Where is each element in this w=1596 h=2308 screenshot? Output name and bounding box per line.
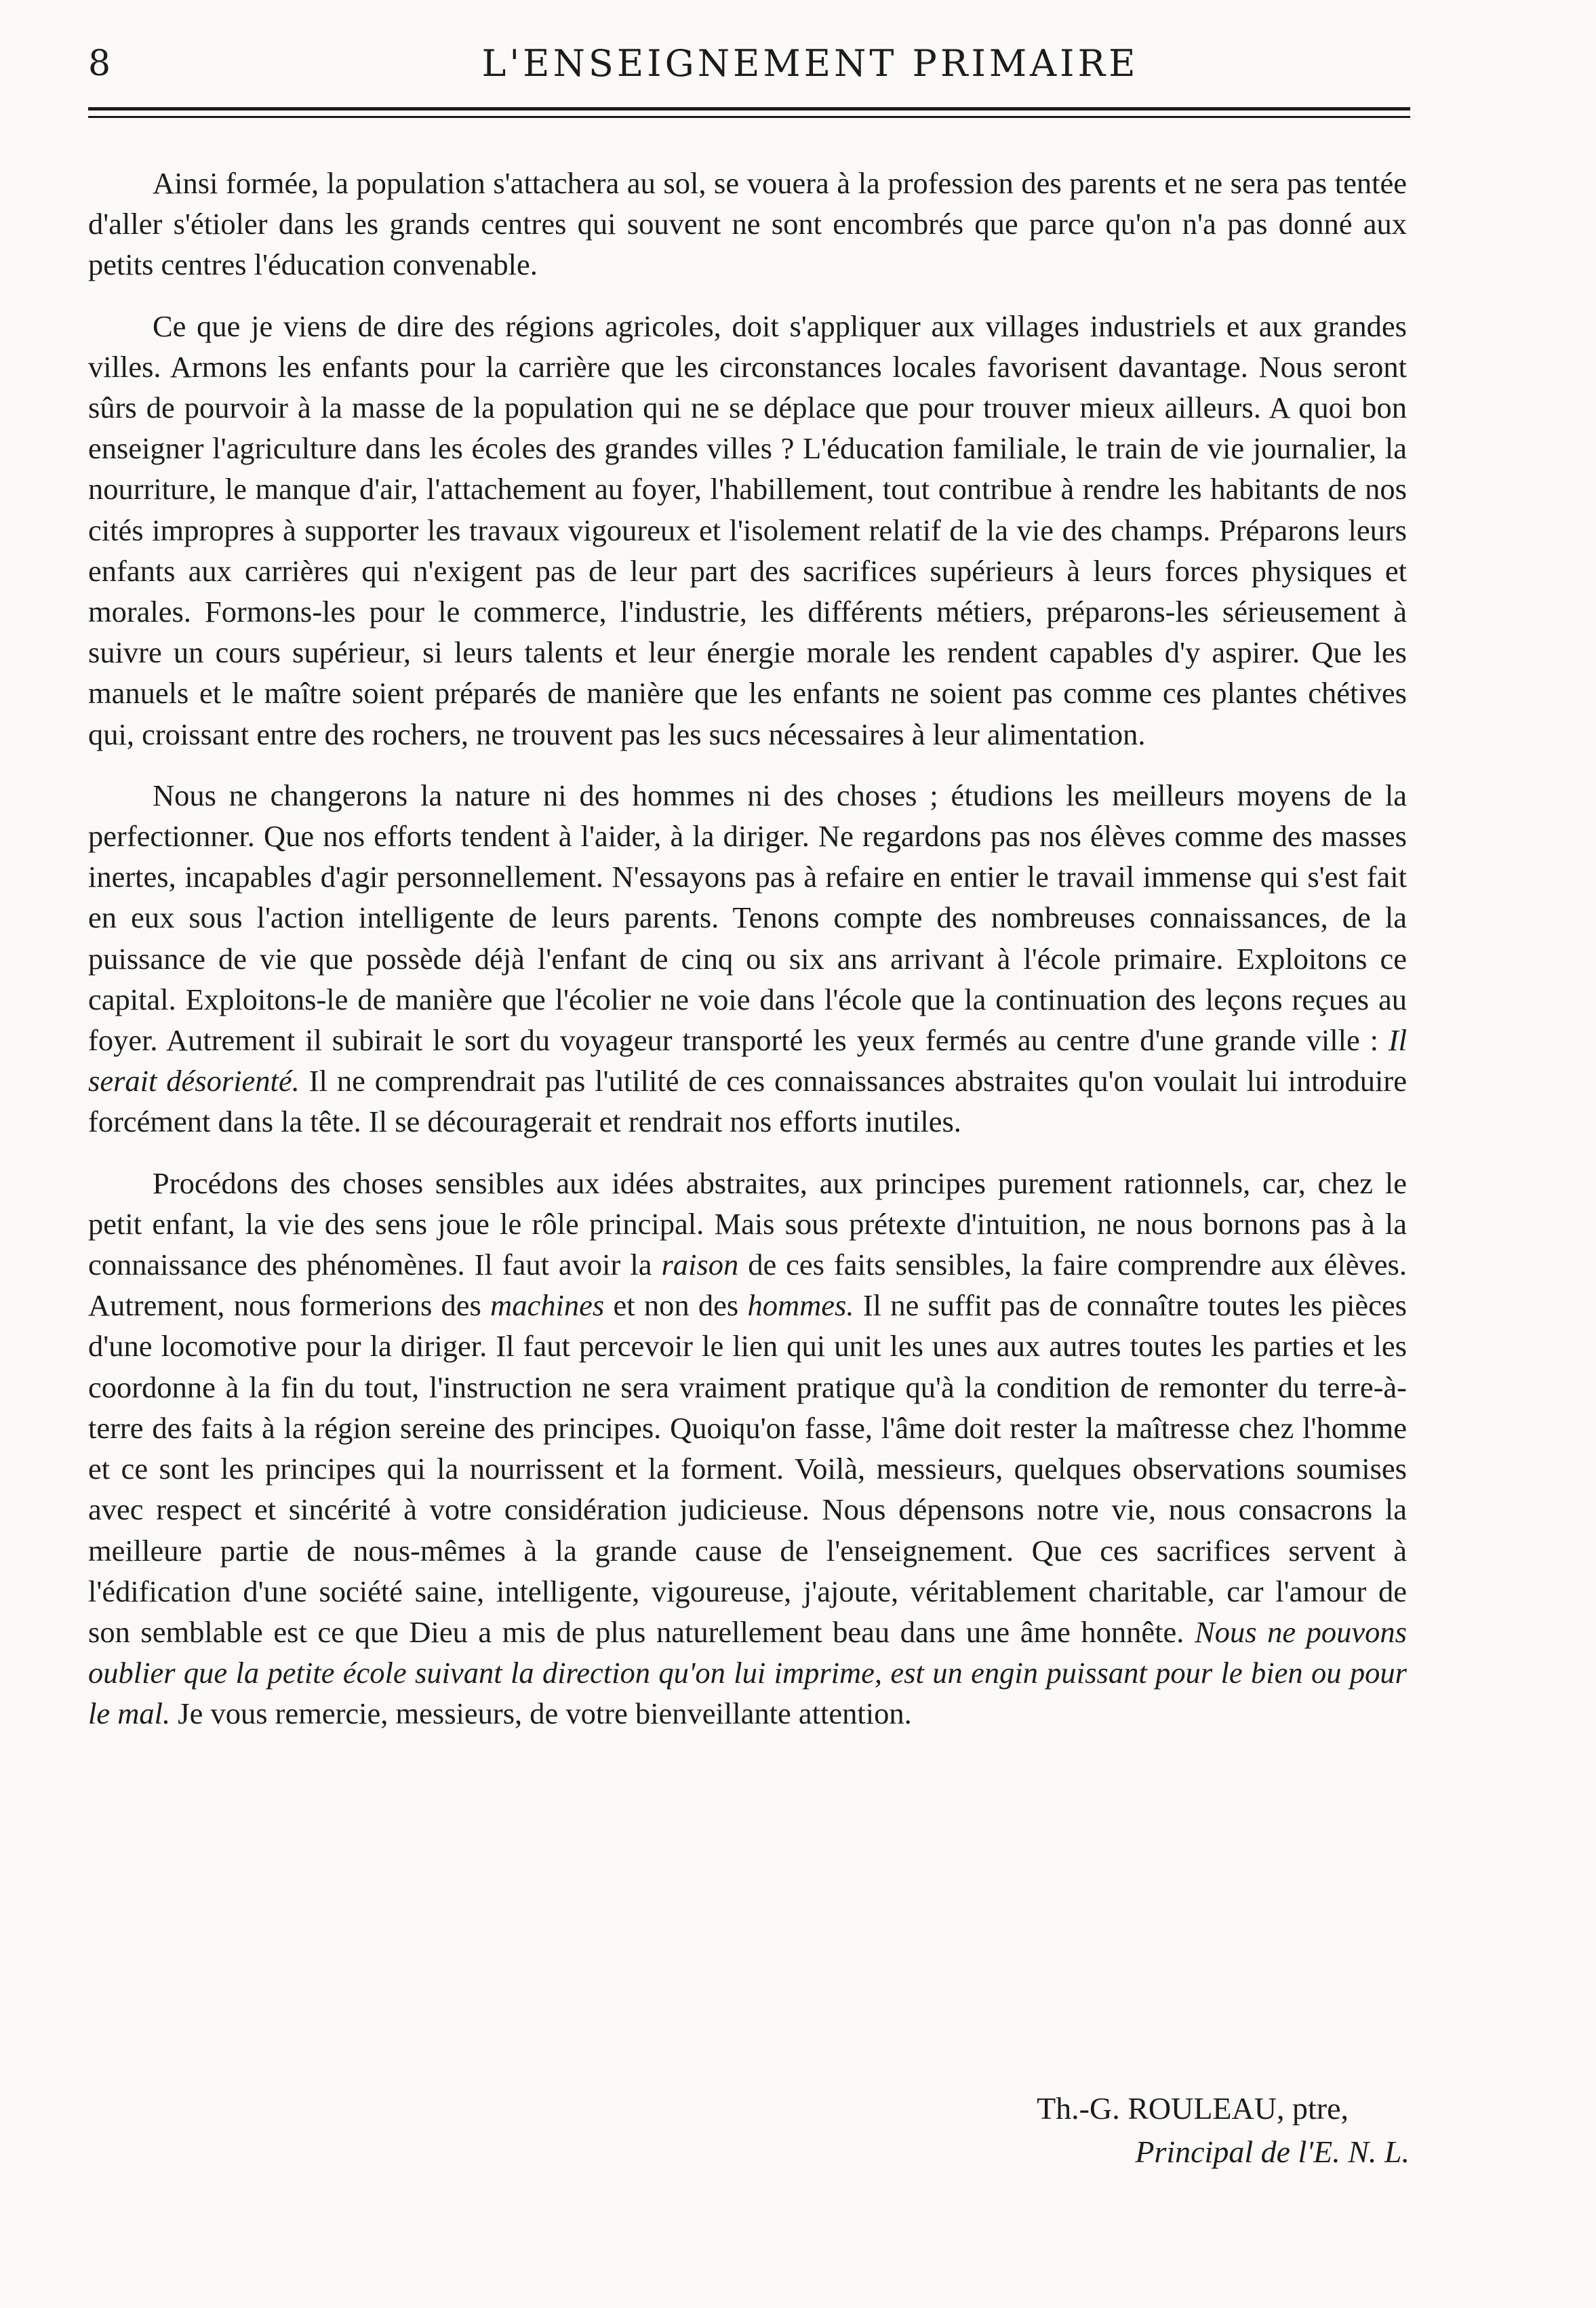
- signature-title: Principal de l'E. N. L.: [1135, 2134, 1410, 2169]
- article-body: [88, 163, 1407, 1755]
- text-run: Il ne suffit pas de connaître toutes les pièces d'une locomotive pour la diriger. Il faut percevoir le lien qui unit les unes aux autres toutes les parties et les coordonne à la fin du tout, l'instruction ne sera vraiment pratique qu'à la condition de remonter du terre-à-terre des faits à la région sereine des principes. Quoiqu'on fasse, l'âme doit rester la maîtresse chez l'homme et ce sont les principes qui la nourrissent et la forment. Voilà, messieurs, quelques observations soumises avec respect et sincérité à votre considération judicieuse. Nous dépensons notre vie, nous consacrons la meilleure partie de nous-mêmes à la grande cause de l'enseignement. Que ces sacrifices servent à l'édification d'une société saine, intelligente, vigoureuse, j'ajoute, véritablement charitable, car l'amour de son semblable est ce que Dieu a mis de plus naturellement beau dans une âme honnête.: [88, 1288, 1407, 1649]
- text-run: Procédons des choses sensibles aux idées abstraites, aux principes purement rationnels, car, chez le petit enfant, la vie des sens joue le rôle principal. Mais sous prétexte d'intuition, ne nous bornons pas à la connaissance des phénomènes. Il faut avoir la: [88, 1166, 1407, 1282]
- page-number: 8: [88, 43, 113, 84]
- text-run: Nous ne changerons la nature ni des hommes ni des choses ; étudions les meilleurs moyens de la perfectionner. Que nos efforts tendent à l'aider, à la diriger. Ne regardons pas nos élèves comme des masses inertes, incapables d'agir personnellement. N'essayons pas à refaire en entier le travail immense qui s'est fait en eux sous l'action intelligente de leurs parents. Tenons compte des nombreuses connaissances, de la puissance de vie que possède déjà l'enfant de cinq ou six ans arrivant à l'école primaire. Exploitons ce capital. Exploitons-le de manière que l'écolier ne voie dans l'école que la continuation des leçons reçues au foyer. Autrement il subirait le sort du voyageur transporté les yeux fermés au centre d'une grande ville :: [88, 778, 1407, 1058]
- page-header: [88, 35, 1410, 96]
- italic-run: hommes.: [747, 1288, 854, 1323]
- text-run: et non des: [604, 1288, 748, 1323]
- paragraph-4: [88, 1163, 1407, 1734]
- text-run: de ces faits sensibles, la faire comprendre aux élèves. Autrement, nous formerions des: [88, 1248, 1407, 1323]
- italic-run: raison: [661, 1248, 739, 1282]
- signature-name: Th.-G. ROULEAU, ptre,: [1037, 2091, 1349, 2126]
- italic-run: Il serait désorienté.: [88, 1023, 1407, 1098]
- running-title: L'ENSEIGNEMENT PRIMAIRE: [481, 42, 1139, 85]
- paragraph-3: [88, 775, 1407, 1142]
- signature-block: [732, 2087, 1410, 2174]
- text-run: Ce que je viens de dire des régions agricoles, doit s'appliquer aux villages industriels et aux grandes villes. Armons les enfants pour la carrière que les circonstances locales favorisent davantage. Nous seront sûrs de pourvoir à la masse de la population qui ne se déplace que pour trouver mieux ailleurs. A quoi bon enseigner l'agriculture dans les écoles des grandes villes ? L'éducation familiale, le train de vie journalier, la nourriture, le manque d'air, l'attachement au foyer, l'habillement, tout contribue à rendre les habitants de nos cités impropres à supporter les travaux vigoureux et l'isolement relatif de la vie des champs. Préparons leurs enfants aux carrières qui n'exigent pas de leur part des sacrifices supérieurs à leurs forces physiques et morales. Formons-les pour le commerce, l'industrie, les différents métiers, préparons-les sérieusement à suivre un cours supérieur, si leurs talents et leur énergie morale les rendent capables d'y aspirer. Que les manuels et le maître soient préparés de manière que les enfants ne soient pas comme ces plantes chétives qui, croissant entre des rochers, ne trouvent pas les sucs nécessaires à leur alimentation.: [88, 309, 1407, 751]
- text-run: Il ne comprendrait pas l'utilité de ces connaissances abstraites qu'on voulait lui introduire forcément dans la tête. Il se découragerait et rendrait nos efforts inutiles.: [88, 1064, 1407, 1139]
- text-run: Ainsi formée, la population s'attachera au sol, se vouera à la profession des parents et ne sera pas tentée d'aller s'étioler dans les grands centres qui souvent ne sont encombrés que parce qu'on n'a pas donné aux petits centres l'éducation convenable.: [88, 166, 1407, 282]
- italic-run: machines: [490, 1288, 605, 1323]
- header-rule-top: [88, 107, 1410, 111]
- text-run: Je vous remercie, messieurs, de votre bienveillante attention.: [170, 1696, 912, 1731]
- paragraph-1: [88, 163, 1407, 285]
- header-rule-bottom: [88, 116, 1410, 118]
- italic-run: Nous ne pouvons oublier que la petite école suivant la direction qu'on lui imprime, est un engin puissant pour le bien ou pour le mal.: [88, 1614, 1407, 1731]
- paragraph-2: [88, 306, 1407, 755]
